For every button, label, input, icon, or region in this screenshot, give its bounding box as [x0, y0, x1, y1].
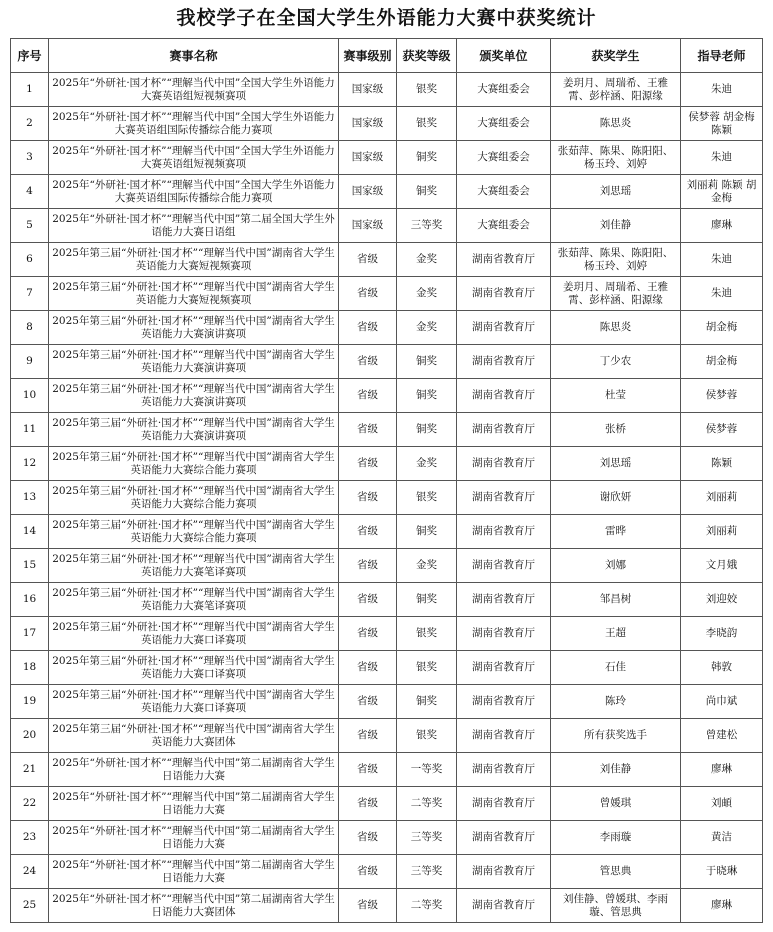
award-students: 姜玥月、周瑞希、王雅霄、彭梓涵、阳源缘 — [551, 277, 681, 311]
award-students: 刘娜 — [551, 549, 681, 583]
award-grade: 铜奖 — [397, 515, 457, 549]
advisor: 韩敦 — [681, 651, 763, 685]
award-grade: 金奖 — [397, 311, 457, 345]
competition-name: 2025年第三届“外研社·国才杯”“理解当代中国”湖南省大学生英语能力大赛演讲赛项 — [49, 413, 339, 447]
award-grade: 三等奖 — [397, 209, 457, 243]
award-grade: 二等奖 — [397, 787, 457, 821]
award-students: 曾媛琪 — [551, 787, 681, 821]
row-number: 14 — [11, 515, 49, 549]
award-students: 陈思炎 — [551, 311, 681, 345]
page-title: 我校学子在全国大学生外语能力大赛中获奖统计 — [176, 7, 597, 29]
row-number: 15 — [11, 549, 49, 583]
table-row — [11, 651, 763, 685]
issuing-body: 湖南省教育厅 — [457, 277, 551, 311]
competition-level: 省级 — [339, 617, 397, 651]
award-students: 张桥 — [551, 413, 681, 447]
award-grade: 铜奖 — [397, 413, 457, 447]
issuing-body: 湖南省教育厅 — [457, 787, 551, 821]
issuing-body: 大赛组委会 — [457, 141, 551, 175]
row-number: 12 — [11, 447, 49, 481]
competition-name: 2025年第三届“外研社·国才杯”“理解当代中国”湖南省大学生英语能力大赛口译赛项 — [49, 651, 339, 685]
competition-name: 2025年第三届“外研社·国才杯”“理解当代中国”湖南省大学生英语能力大赛短视频赛项 — [49, 277, 339, 311]
table-row — [11, 549, 763, 583]
row-number: 21 — [11, 753, 49, 787]
award-grade: 一等奖 — [397, 753, 457, 787]
issuing-body: 大赛组委会 — [457, 209, 551, 243]
advisor: 廖琳 — [681, 889, 763, 923]
advisor: 尚巾斌 — [681, 685, 763, 719]
table-row — [11, 447, 763, 481]
award-students: 王超 — [551, 617, 681, 651]
competition-level: 省级 — [339, 243, 397, 277]
award-students: 所有获奖选手 — [551, 719, 681, 753]
advisor: 陈颖 — [681, 447, 763, 481]
award-students: 刘佳静、曾媛琪、李雨璇、管思典 — [551, 889, 681, 923]
competition-name: 2025年“外研社·国才杯”“理解当代中国”第二届湖南省大学生日语能力大赛 — [49, 753, 339, 787]
table-row — [11, 855, 763, 889]
competition-level: 国家级 — [339, 209, 397, 243]
table-row — [11, 175, 763, 209]
issuing-body: 湖南省教育厅 — [457, 549, 551, 583]
awards-table — [10, 38, 763, 923]
competition-name: 2025年第三届“外研社·国才杯”“理解当代中国”湖南省大学生英语能力大赛口译赛项 — [49, 685, 339, 719]
award-students: 陈思炎 — [551, 107, 681, 141]
issuing-body: 湖南省教育厅 — [457, 753, 551, 787]
row-number: 16 — [11, 583, 49, 617]
advisor: 朱迪 — [681, 141, 763, 175]
award-grade: 金奖 — [397, 447, 457, 481]
award-grade: 金奖 — [397, 277, 457, 311]
competition-name: 2025年第三届“外研社·国才杯”“理解当代中国”湖南省大学生英语能力大赛演讲赛项 — [49, 379, 339, 413]
award-students: 刘思瑶 — [551, 175, 681, 209]
col-header-no: 序号 — [11, 39, 49, 73]
table-row — [11, 617, 763, 651]
advisor: 侯梦蓉 — [681, 413, 763, 447]
award-grade: 铜奖 — [397, 141, 457, 175]
award-students: 张茹萍、陈果、陈阳阳、杨玉玲、刘婷 — [551, 243, 681, 277]
row-number: 18 — [11, 651, 49, 685]
table-row — [11, 209, 763, 243]
award-grade: 银奖 — [397, 617, 457, 651]
col-header-advisor: 指导老师 — [681, 39, 763, 73]
issuing-body: 湖南省教育厅 — [457, 311, 551, 345]
table-row — [11, 413, 763, 447]
issuing-body: 湖南省教育厅 — [457, 719, 551, 753]
competition-level: 省级 — [339, 379, 397, 413]
issuing-body: 湖南省教育厅 — [457, 481, 551, 515]
competition-level: 省级 — [339, 719, 397, 753]
award-students: 雷晔 — [551, 515, 681, 549]
competition-name: 2025年“外研社·国才杯”“理解当代中国”第二届湖南省大学生日语能力大赛团体 — [49, 889, 339, 923]
advisor: 黄洁 — [681, 821, 763, 855]
competition-name: 2025年“外研社·国才杯”“理解当代中国”第二届湖南省大学生日语能力大赛 — [49, 821, 339, 855]
award-grade: 金奖 — [397, 243, 457, 277]
competition-name: 2025年第三届“外研社·国才杯”“理解当代中国”湖南省大学生英语能力大赛综合能力赛项 — [49, 515, 339, 549]
award-students: 陈玲 — [551, 685, 681, 719]
competition-level: 省级 — [339, 651, 397, 685]
advisor: 李晓韵 — [681, 617, 763, 651]
table-row — [11, 141, 763, 175]
issuing-body: 湖南省教育厅 — [457, 651, 551, 685]
col-header-competition: 赛事名称 — [49, 39, 339, 73]
award-grade: 三等奖 — [397, 821, 457, 855]
award-grade: 银奖 — [397, 107, 457, 141]
advisor: 廖琳 — [681, 209, 763, 243]
competition-name: 2025年第三届“外研社·国才杯”“理解当代中国”湖南省大学生英语能力大赛笔译赛项 — [49, 549, 339, 583]
table-row — [11, 787, 763, 821]
award-students: 邹昌树 — [551, 583, 681, 617]
issuing-body: 湖南省教育厅 — [457, 413, 551, 447]
award-grade: 铜奖 — [397, 175, 457, 209]
col-header-award: 获奖等级 — [397, 39, 457, 73]
competition-level: 国家级 — [339, 175, 397, 209]
advisor: 曾建松 — [681, 719, 763, 753]
issuing-body: 湖南省教育厅 — [457, 243, 551, 277]
table-row — [11, 753, 763, 787]
competition-name: 2025年第三届“外研社·国才杯”“理解当代中国”湖南省大学生英语能力大赛短视频赛项 — [49, 243, 339, 277]
award-grade: 铜奖 — [397, 345, 457, 379]
issuing-body: 湖南省教育厅 — [457, 685, 551, 719]
competition-name: 2025年第三届“外研社·国才杯”“理解当代中国”湖南省大学生英语能力大赛口译赛项 — [49, 617, 339, 651]
row-number: 2 — [11, 107, 49, 141]
row-number: 17 — [11, 617, 49, 651]
competition-level: 省级 — [339, 855, 397, 889]
table-row — [11, 583, 763, 617]
award-grade: 铜奖 — [397, 583, 457, 617]
competition-level: 国家级 — [339, 107, 397, 141]
competition-level: 省级 — [339, 685, 397, 719]
table-row — [11, 107, 763, 141]
issuing-body: 湖南省教育厅 — [457, 345, 551, 379]
row-number: 10 — [11, 379, 49, 413]
competition-name: 2025年第三届“外研社·国才杯”“理解当代中国”湖南省大学生英语能力大赛演讲赛项 — [49, 311, 339, 345]
issuing-body: 大赛组委会 — [457, 175, 551, 209]
competition-level: 省级 — [339, 787, 397, 821]
competition-level: 省级 — [339, 413, 397, 447]
competition-level: 省级 — [339, 821, 397, 855]
competition-name: 2025年“外研社·国才杯”“理解当代中国”全国大学生外语能力大赛英语组短视频赛项 — [49, 73, 339, 107]
row-number: 6 — [11, 243, 49, 277]
row-number: 4 — [11, 175, 49, 209]
competition-name: 2025年“外研社·国才杯”“理解当代中国”第二届湖南省大学生日语能力大赛 — [49, 787, 339, 821]
competition-level: 省级 — [339, 753, 397, 787]
competition-name: 2025年第三届“外研社·国才杯”“理解当代中国”湖南省大学生英语能力大赛演讲赛项 — [49, 345, 339, 379]
competition-name: 2025年“外研社·国才杯”“理解当代中国”全国大学生外语能力大赛英语组短视频赛项 — [49, 141, 339, 175]
advisor: 刘迎姣 — [681, 583, 763, 617]
issuing-body: 湖南省教育厅 — [457, 617, 551, 651]
row-number: 13 — [11, 481, 49, 515]
award-grade: 二等奖 — [397, 889, 457, 923]
award-grade: 银奖 — [397, 719, 457, 753]
advisor: 文月娥 — [681, 549, 763, 583]
competition-name: 2025年“外研社·国才杯”“理解当代中国”全国大学生外语能力大赛英语组国际传播综合能力赛项 — [49, 175, 339, 209]
row-number: 20 — [11, 719, 49, 753]
competition-name: 2025年“外研社·国才杯”“理解当代中国”第二届全国大学生外语能力大赛日语组 — [49, 209, 339, 243]
advisor: 侯梦蓉 — [681, 379, 763, 413]
competition-level: 国家级 — [339, 141, 397, 175]
award-students: 张茹萍、陈果、陈阳阳、杨玉玲、刘婷 — [551, 141, 681, 175]
issuing-body: 湖南省教育厅 — [457, 515, 551, 549]
award-students: 刘思瑶 — [551, 447, 681, 481]
table-row — [11, 481, 763, 515]
award-students: 谢欣妍 — [551, 481, 681, 515]
advisor: 刘丽莉 — [681, 481, 763, 515]
advisor: 廖琳 — [681, 753, 763, 787]
award-students: 刘佳静 — [551, 753, 681, 787]
row-number: 8 — [11, 311, 49, 345]
competition-level: 省级 — [339, 549, 397, 583]
competition-name: 2025年第三届“外研社·国才杯”“理解当代中国”湖南省大学生英语能力大赛综合能力赛项 — [49, 481, 339, 515]
row-number: 11 — [11, 413, 49, 447]
row-number: 24 — [11, 855, 49, 889]
row-number: 9 — [11, 345, 49, 379]
advisor: 刘頔 — [681, 787, 763, 821]
competition-name: 2025年第三届“外研社·国才杯”“理解当代中国”湖南省大学生英语能力大赛综合能力赛项 — [49, 447, 339, 481]
issuing-body: 大赛组委会 — [457, 107, 551, 141]
award-grade: 铜奖 — [397, 379, 457, 413]
advisor: 胡金梅 — [681, 345, 763, 379]
competition-level: 省级 — [339, 515, 397, 549]
competition-name: 2025年第三届“外研社·国才杯”“理解当代中国”湖南省大学生英语能力大赛笔译赛项 — [49, 583, 339, 617]
advisor: 侯梦蓉 胡金梅 陈颖 — [681, 107, 763, 141]
col-header-level: 赛事级别 — [339, 39, 397, 73]
issuing-body: 大赛组委会 — [457, 73, 551, 107]
competition-level: 国家级 — [339, 73, 397, 107]
award-students: 李雨璇 — [551, 821, 681, 855]
advisor: 朱迪 — [681, 73, 763, 107]
advisor: 胡金梅 — [681, 311, 763, 345]
table-row — [11, 277, 763, 311]
table-body — [11, 73, 763, 923]
advisor: 朱迪 — [681, 243, 763, 277]
award-grade: 金奖 — [397, 549, 457, 583]
award-grade: 银奖 — [397, 651, 457, 685]
table-header-row — [11, 39, 763, 73]
issuing-body: 湖南省教育厅 — [457, 855, 551, 889]
competition-level: 省级 — [339, 889, 397, 923]
award-grade: 铜奖 — [397, 685, 457, 719]
award-students: 丁少农 — [551, 345, 681, 379]
award-grade: 银奖 — [397, 73, 457, 107]
row-number: 25 — [11, 889, 49, 923]
advisor: 刘丽莉 陈颖 胡金梅 — [681, 175, 763, 209]
competition-level: 省级 — [339, 311, 397, 345]
award-students: 杜莹 — [551, 379, 681, 413]
table-row — [11, 345, 763, 379]
col-header-students: 获奖学生 — [551, 39, 681, 73]
issuing-body: 湖南省教育厅 — [457, 821, 551, 855]
issuing-body: 湖南省教育厅 — [457, 379, 551, 413]
award-students: 姜玥月、周瑞希、王雅霄、彭梓涵、阳源缘 — [551, 73, 681, 107]
row-number: 7 — [11, 277, 49, 311]
table-row — [11, 243, 763, 277]
table-row — [11, 719, 763, 753]
row-number: 22 — [11, 787, 49, 821]
award-students: 管思典 — [551, 855, 681, 889]
advisor: 朱迪 — [681, 277, 763, 311]
col-header-issuer: 颁奖单位 — [457, 39, 551, 73]
issuing-body: 湖南省教育厅 — [457, 889, 551, 923]
row-number: 23 — [11, 821, 49, 855]
award-students: 刘佳静 — [551, 209, 681, 243]
table-row — [11, 685, 763, 719]
advisor: 于晓琳 — [681, 855, 763, 889]
row-number: 19 — [11, 685, 49, 719]
competition-level: 省级 — [339, 583, 397, 617]
competition-name: 2025年“外研社·国才杯”“理解当代中国”第二届湖南省大学生日语能力大赛 — [49, 855, 339, 889]
award-grade: 银奖 — [397, 481, 457, 515]
table-row — [11, 821, 763, 855]
advisor: 刘丽莉 — [681, 515, 763, 549]
table-row — [11, 73, 763, 107]
table-row — [11, 379, 763, 413]
table-row — [11, 515, 763, 549]
competition-level: 省级 — [339, 277, 397, 311]
issuing-body: 湖南省教育厅 — [457, 583, 551, 617]
competition-level: 省级 — [339, 447, 397, 481]
issuing-body: 湖南省教育厅 — [457, 447, 551, 481]
row-number: 3 — [11, 141, 49, 175]
competition-name: 2025年“外研社·国才杯”“理解当代中国”全国大学生外语能力大赛英语组国际传播综合能力赛项 — [49, 107, 339, 141]
table-row — [11, 311, 763, 345]
row-number: 1 — [11, 73, 49, 107]
competition-name: 2025年第三届“外研社·国才杯”“理解当代中国”湖南省大学生英语能力大赛团体 — [49, 719, 339, 753]
award-grade: 三等奖 — [397, 855, 457, 889]
row-number: 5 — [11, 209, 49, 243]
award-students: 石佳 — [551, 651, 681, 685]
competition-level: 省级 — [339, 481, 397, 515]
table-row — [11, 889, 763, 923]
competition-level: 省级 — [339, 345, 397, 379]
